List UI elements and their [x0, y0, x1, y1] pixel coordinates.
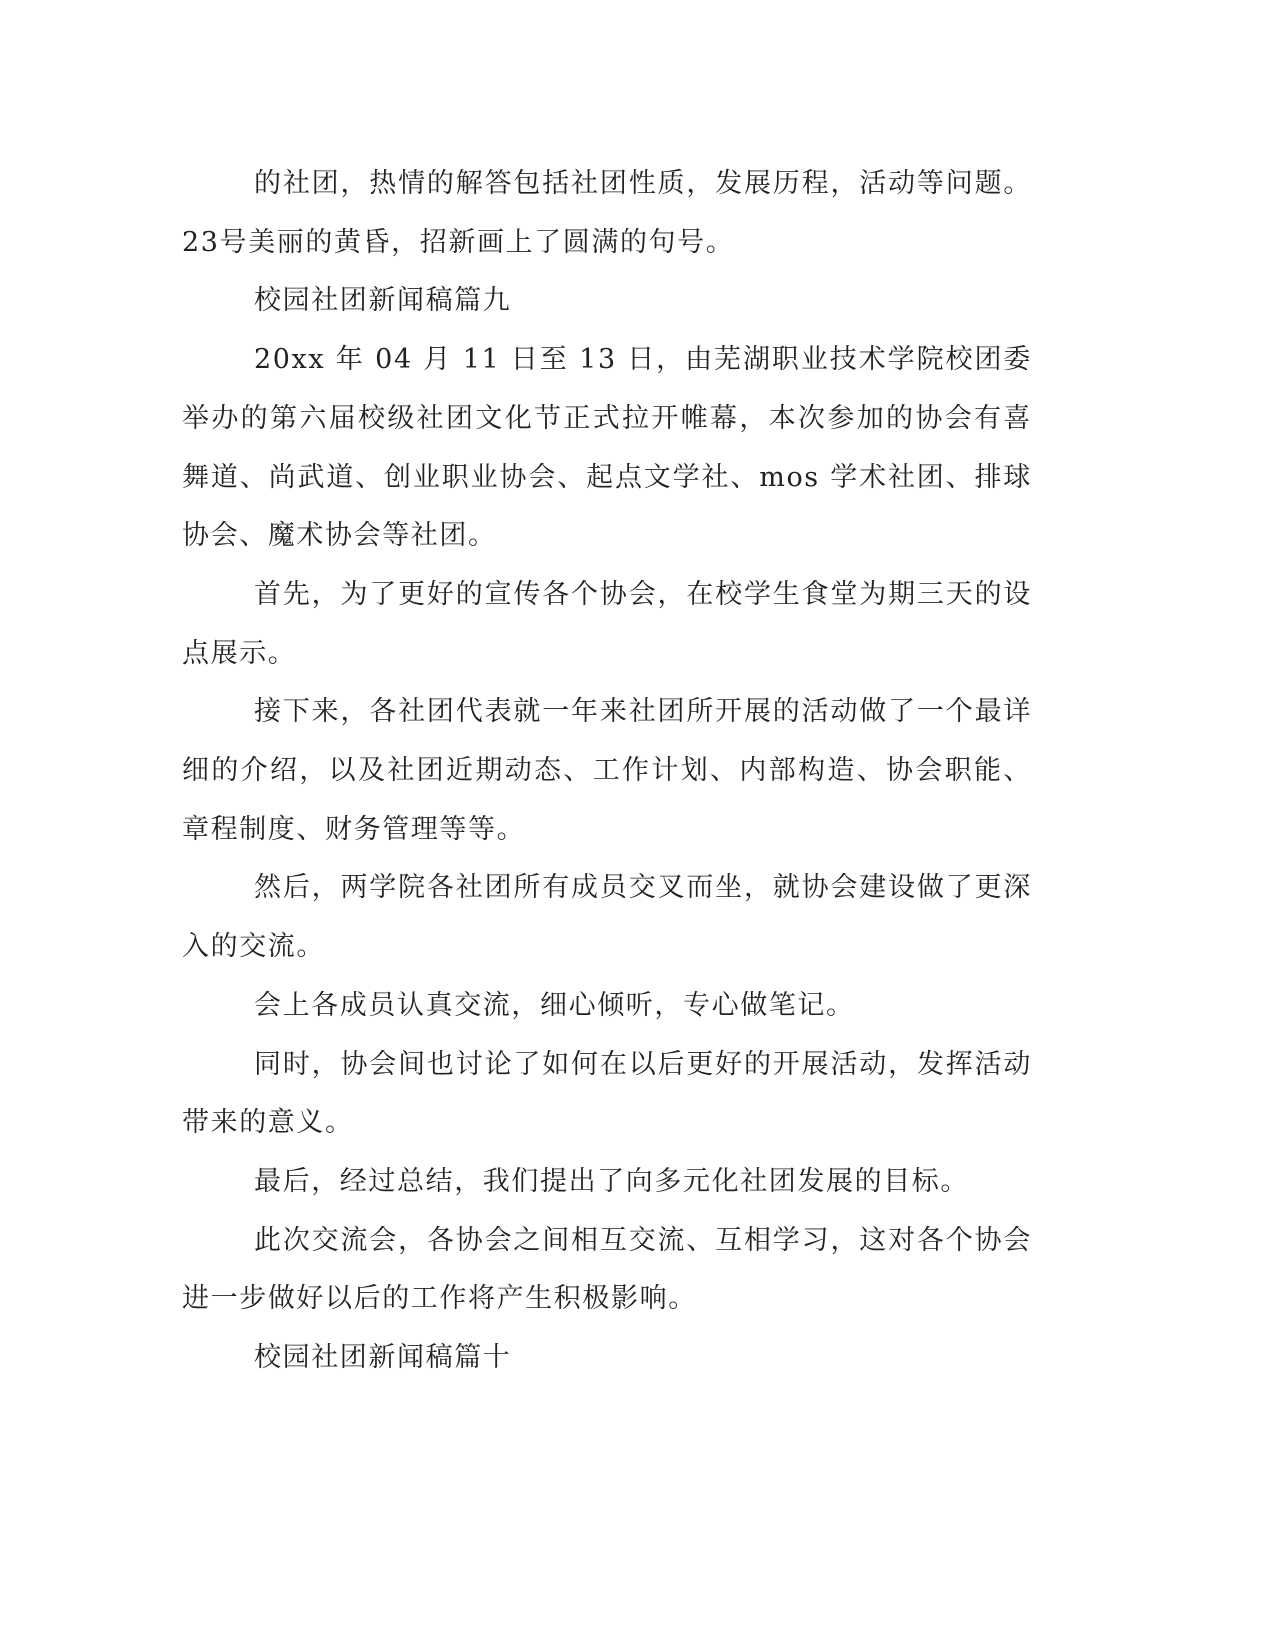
paragraph-finally: 最后，经过总结，我们提出了向多元化社团发展的目标。: [254, 1165, 969, 1197]
paragraph-first: 首先，为了更好的宣传各个协会，在校学生食堂为期三天的设点展示。: [182, 578, 1032, 669]
paragraph-intro: 20xx 年 04 月 11 日至 13 日，由芜湖职业技术学院校团委举办的第六届校级社团文化节正式拉开帷幕，本次参加的协会有喜舞道、尚武道、创业职业协会、起点文学社、mos 学术社团、排球协会、魔术协会等社团。: [182, 344, 1032, 552]
paragraph-meanwhile: 同时，协会间也讨论了如何在以后更好的开展活动，发挥活动带来的意义。: [182, 1048, 1032, 1139]
paragraph-continuation: 的社团，热情的解答包括社团性质，发展历程，活动等问题。23号美丽的黄昏，招新画上了圆满的句号。: [182, 168, 1032, 258]
paragraph-meeting: 会上各成员认真交流，细心倾听，专心做笔记。: [254, 989, 855, 1021]
document-body: [182, 155, 1032, 1388]
paragraph-next: 接下来，各社团代表就一年来社团所开展的活动做了一个最详细的介绍，以及社团近期动态、工作计划、内部构造、协会职能、章程制度、财务管理等等。: [182, 696, 1032, 845]
paragraph-summary: 此次交流会，各协会之间相互交流、互相学习，这对各个协会进一步做好以后的工作将产生积极影响。: [182, 1224, 1032, 1315]
section-heading-nine: 校园社团新闻稿篇九: [254, 285, 512, 317]
section-heading-ten: 校园社团新闻稿篇十: [254, 1342, 512, 1374]
paragraph-then: 然后，两学院各社团所有成员交叉而坐，就协会建设做了更深入的交流。: [182, 872, 1032, 963]
